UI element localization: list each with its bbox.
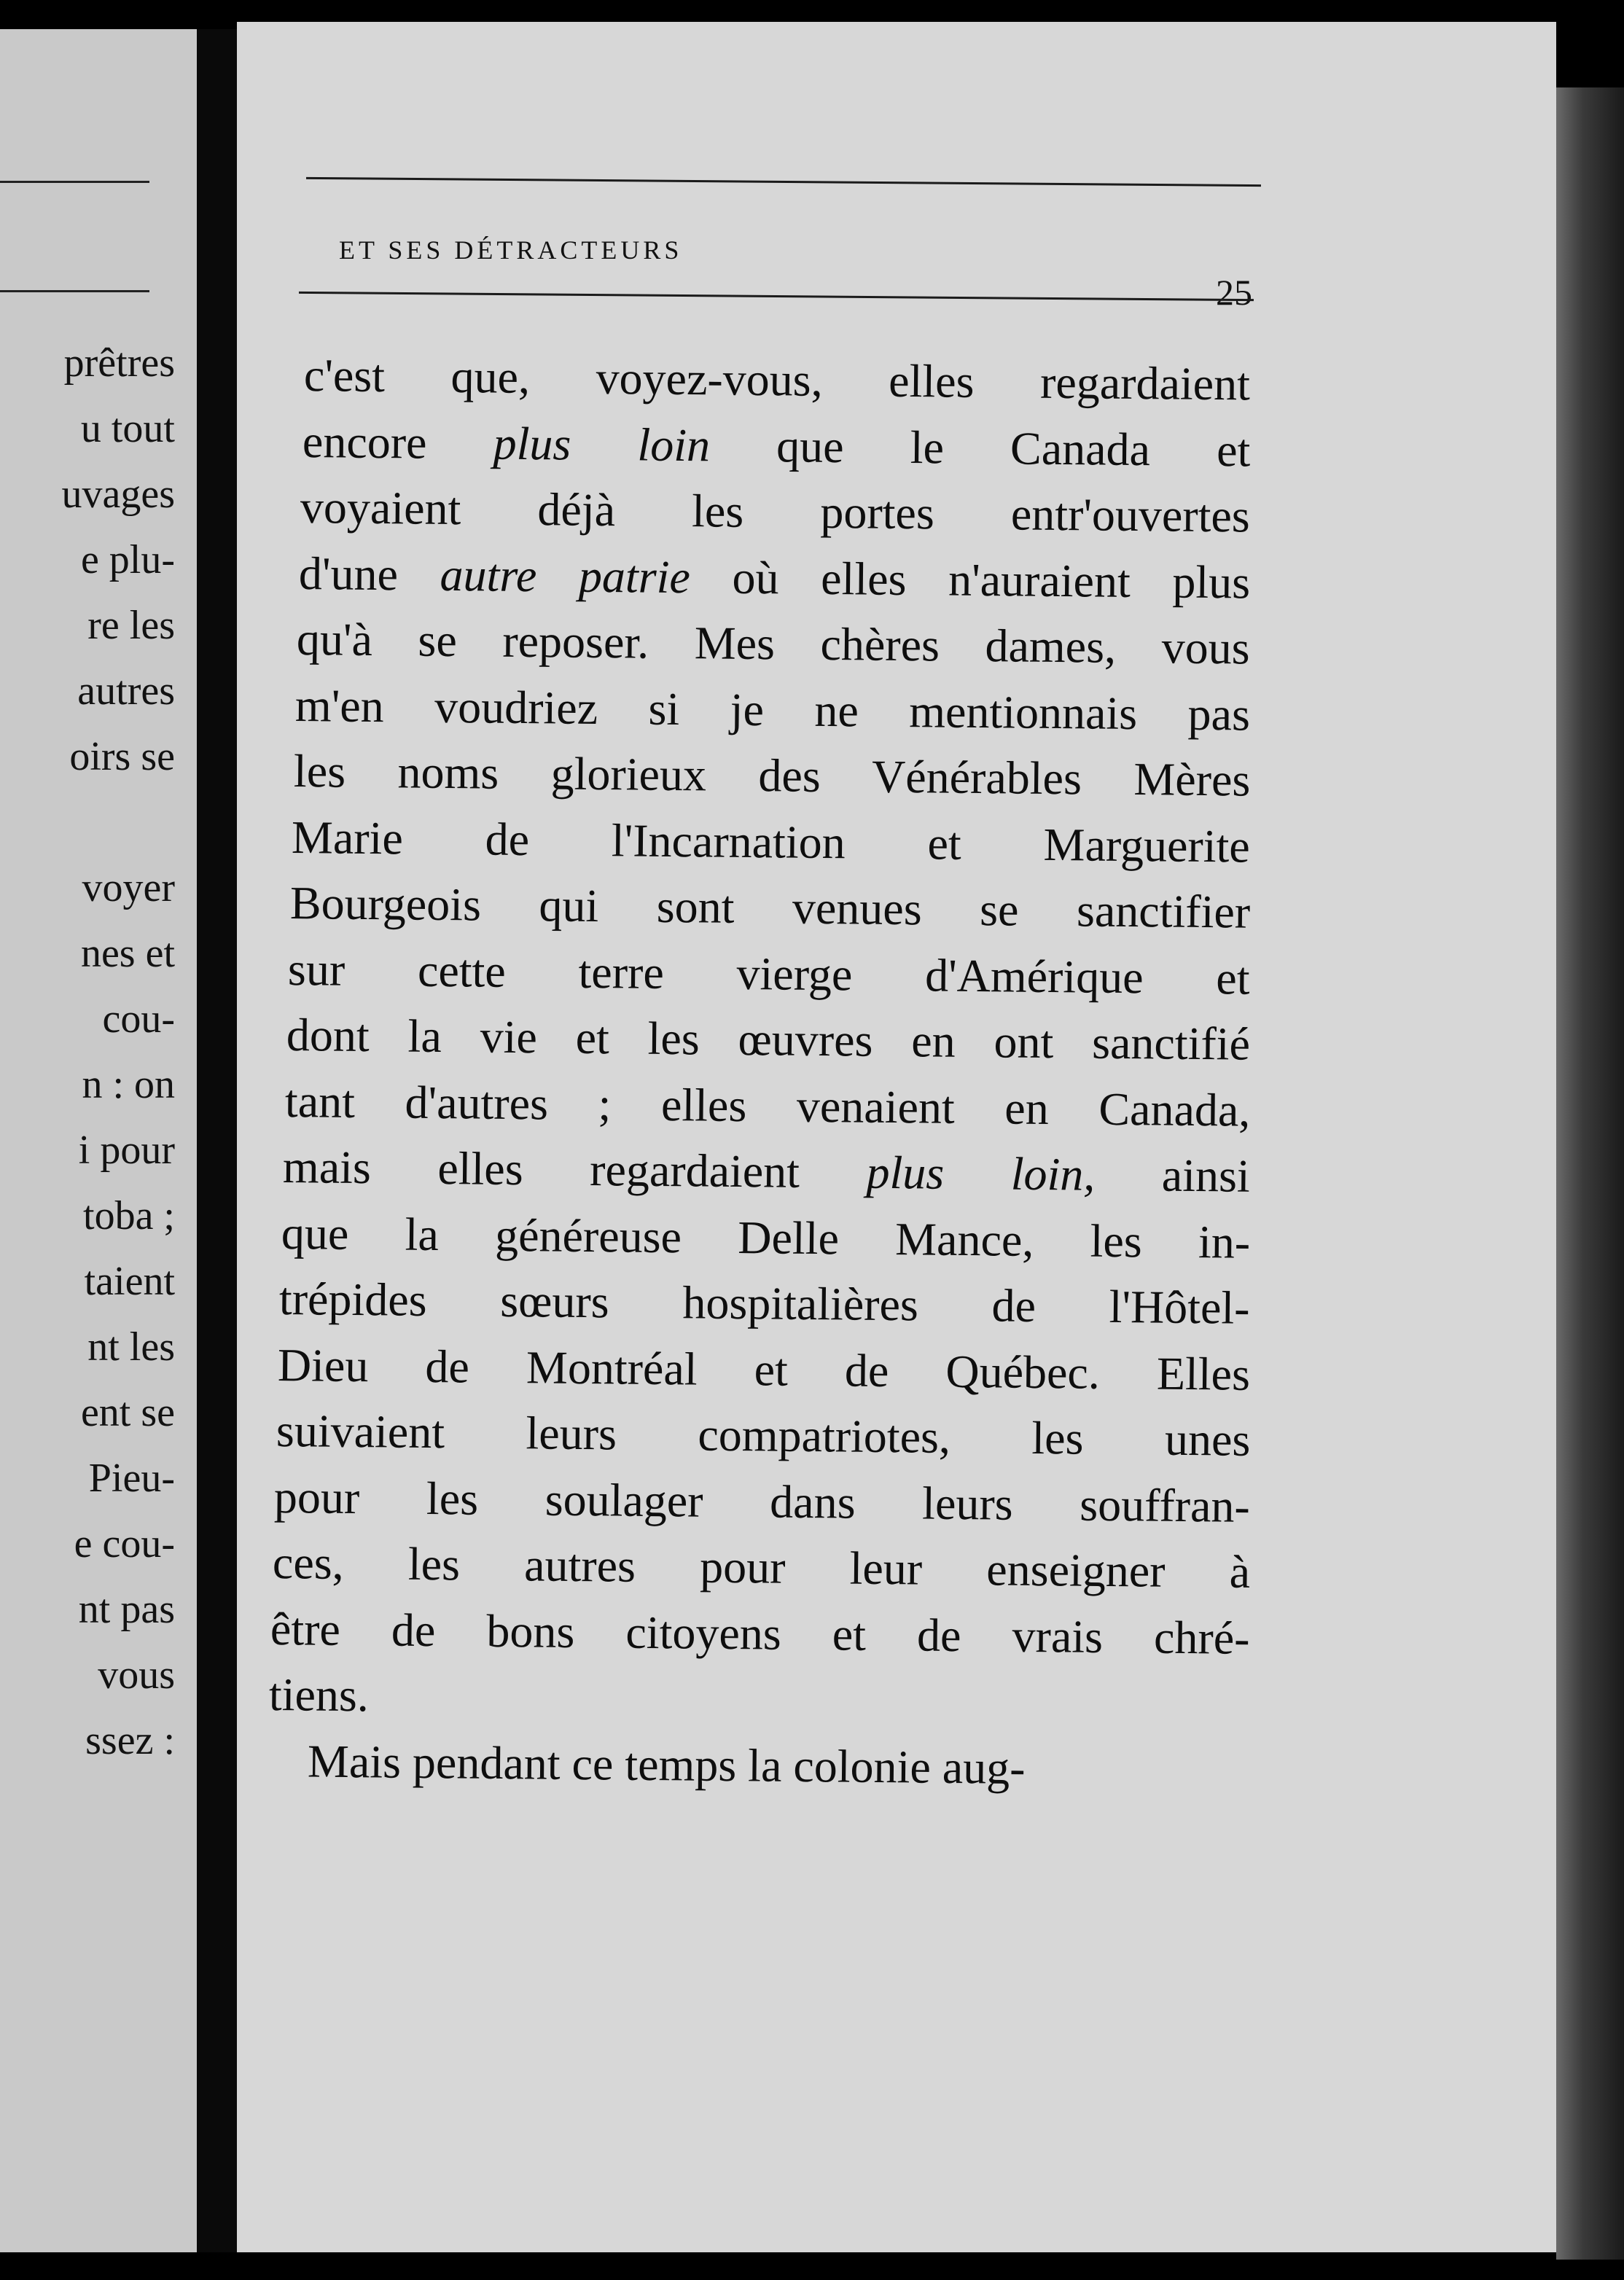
text-span: m'en voudriez si je ne mentionnais pas	[294, 679, 1251, 741]
text-line	[288, 937, 1250, 1012]
facing-page-line: i pour	[78, 1128, 175, 1173]
text-line	[300, 475, 1251, 550]
facing-page-line: vous	[98, 1652, 175, 1698]
page-edge	[1556, 87, 1624, 2260]
text-line	[292, 805, 1251, 880]
facing-page-line: autres	[77, 668, 175, 714]
text-span: suivaient leurs compatriotes, les unes	[276, 1405, 1251, 1466]
facing-page-line: nt pas	[78, 1587, 175, 1632]
text-span: voyaient déjà les portes entr'ouvertes	[300, 481, 1251, 542]
text-span: pour les soulager dans leurs souffran-	[273, 1470, 1251, 1532]
facing-page-line: u tout	[80, 406, 175, 451]
text-span: Dieu de Montréal et de Québec. Elles	[277, 1338, 1251, 1400]
facing-page-line: ssez :	[85, 1718, 175, 1763]
text-span: tiens.	[268, 1668, 370, 1722]
italic-phrase: autre patrie	[440, 548, 691, 603]
facing-page-line: voyer	[82, 865, 175, 910]
text-line	[269, 1662, 1251, 1737]
text-span: où elles n'auraient plus	[690, 550, 1251, 609]
facing-page-line: n : on	[82, 1062, 175, 1107]
text-span: que le Canada et	[709, 418, 1251, 476]
facing-page-line: re les	[87, 603, 175, 648]
text-span: sur cette terre vierge d'Amérique et	[288, 942, 1251, 1004]
text-span: Mais pendant ce temps la colonie aug-	[307, 1735, 1026, 1794]
facing-page-line: nes et	[80, 931, 175, 976]
facing-page-line: oirs se	[69, 734, 175, 779]
text-line	[281, 1200, 1250, 1276]
text-line	[286, 1002, 1251, 1077]
facing-page-line: uvages	[61, 472, 175, 517]
text-span: tant d'autres ; elles venaient en Canada,	[284, 1074, 1251, 1136]
text-span: Bourgeois qui sont venues se sanctifier	[289, 877, 1251, 938]
book-gutter	[197, 29, 237, 2252]
facing-page-line: e plu-	[80, 537, 175, 582]
facing-page-header-rule	[0, 290, 149, 292]
text-span: encore	[302, 415, 493, 469]
text-span: que la généreuse Delle Mance, les in-	[281, 1206, 1251, 1268]
text-line	[297, 606, 1250, 682]
text-line	[274, 1464, 1251, 1539]
text-span: c'est que, voyez-vous, elles regardaient	[303, 349, 1251, 410]
text-line	[298, 541, 1250, 616]
text-span: trépides sœurs hospitalières de l'Hôtel-	[279, 1273, 1251, 1334]
facing-page-line: Pieu-	[88, 1456, 175, 1501]
text-line	[283, 1134, 1251, 1209]
facing-page-line: taient	[84, 1259, 175, 1304]
text-line	[278, 1332, 1251, 1408]
text-span: dont la vie et les œuvres en ont sanctifié	[286, 1009, 1251, 1070]
text-line	[304, 343, 1251, 418]
text-line	[267, 1728, 1250, 1803]
text-line	[289, 870, 1250, 945]
facing-page-line: prêtres	[63, 340, 175, 386]
italic-phrase: plus loin,	[866, 1146, 1096, 1200]
facing-page-line: nt les	[87, 1324, 175, 1370]
text-line	[295, 673, 1251, 748]
facing-page-line: toba ;	[83, 1193, 175, 1238]
text-span: mais elles regardaient	[282, 1141, 867, 1198]
text-line	[284, 1069, 1250, 1144]
text-line	[276, 1398, 1250, 1473]
text-span: ainsi	[1095, 1148, 1251, 1202]
text-span: les noms glorieux des Vénérables Mères	[293, 745, 1251, 806]
facing-page	[0, 29, 197, 2252]
facing-page-header-rule	[0, 181, 149, 183]
text-span: Marie de l'Incarnation et Marguerite	[291, 811, 1251, 872]
text-span: d'une	[298, 547, 440, 601]
body-text	[268, 343, 1251, 1794]
text-line	[302, 409, 1250, 484]
text-line	[293, 738, 1250, 813]
text-line	[270, 1596, 1250, 1671]
running-title: ET SES DÉTRACTEURS	[339, 235, 683, 265]
text-span: ces, les autres pour leur enseigner à	[272, 1537, 1251, 1598]
italic-phrase: plus loin	[492, 417, 711, 471]
facing-page-line: ent se	[80, 1390, 175, 1435]
text-line	[272, 1530, 1250, 1605]
text-line	[279, 1266, 1250, 1341]
text-span: être de bons citoyens et de vrais chré-	[270, 1602, 1251, 1664]
facing-page-line: cou-	[102, 996, 175, 1042]
text-span: qu'à se reposer. Mes chères dames, vous	[297, 613, 1251, 674]
facing-page-line: e cou-	[74, 1521, 175, 1566]
page-number: 25	[1216, 272, 1252, 313]
